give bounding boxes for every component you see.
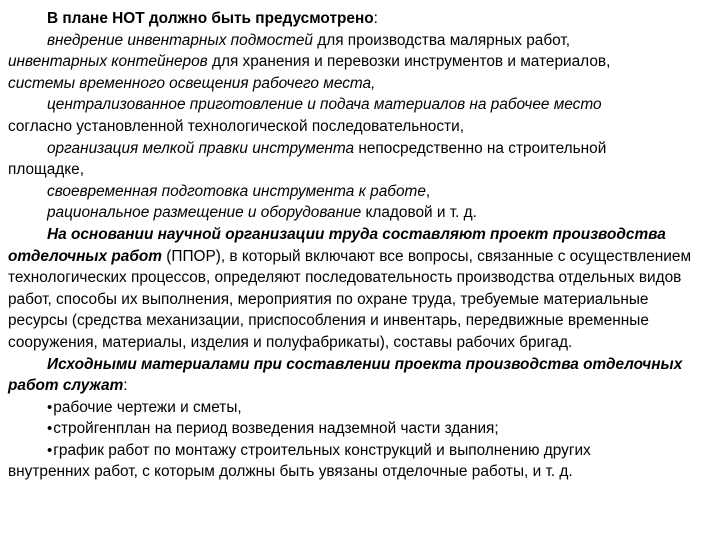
item-materials-rest: согласно установленной технологической последовательности,	[8, 117, 464, 135]
item-tools-line2: площадке,	[8, 161, 84, 179]
paragraph-source-colon: :	[123, 377, 128, 395]
item-preparation-italic: своевременная подготовка инструмента к работе	[47, 182, 426, 200]
bullet-icon: •	[47, 398, 53, 416]
list-item	[8, 440, 706, 462]
paragraph-ppor-bold2: производства отделочных работ	[8, 225, 666, 265]
item-scaffolds-italic: внедрение инвентарных подмостей	[47, 31, 313, 49]
paragraph-ppor-rest: (ППОР), в который включают все вопросы, связанные с осуществлением технологических процессов, определяют последовательность производства отдельных видов работ, способы их выполнения, мероприятия по охране труда, требуемые материальные ресурсы (средства механизации, приспособления и инвентарь, передвижные временные сооружения, материалы, изделия и полуфабрикаты), составы рабочих бригад.	[8, 247, 692, 351]
bullet-icon: •	[47, 441, 53, 459]
paragraph-source-bold: Исходными материалами при составлении проекта производства отделочных работ служат	[8, 355, 683, 395]
item-scaffolds	[8, 30, 706, 52]
item-materials	[8, 94, 706, 116]
list-item	[8, 397, 706, 419]
heading-colon: :	[373, 10, 378, 27]
item-lighting	[8, 73, 706, 95]
bullet-text: стройгенплан на период возведения надземной части здания;	[53, 420, 499, 438]
item-preparation-rest: ,	[425, 182, 431, 200]
paragraph-source-materials	[8, 354, 706, 397]
item-materials-italic: централизованное приготовление и подача материалов на рабочее место	[47, 96, 602, 114]
paragraph-ppor	[8, 224, 706, 354]
heading-line	[8, 8, 706, 30]
heading: В плане НОТ должно быть предусмотрено	[47, 10, 374, 27]
bullet-text-line2: внутренних работ, с которым должны быть увязаны отделочные работы, и т. д.	[8, 463, 573, 481]
item-storage-rest: кладовой и т. д.	[361, 204, 477, 222]
item-containers-italic: инвентарных контейнеров	[8, 53, 208, 71]
item-storage-italic: рациональное размещение и оборудование	[47, 204, 362, 222]
item-lighting-italic: системы временного освещения рабочего места,	[8, 74, 376, 92]
item-containers	[8, 51, 706, 73]
bullet-text: график работ по монтажу строительных конструкций и выполнению других	[53, 441, 591, 459]
list-item-cont	[8, 461, 706, 483]
item-tools-cont	[8, 159, 706, 181]
item-preparation	[8, 181, 706, 203]
item-tools-rest: непосредственно на строительной	[354, 139, 607, 157]
list-item	[8, 418, 706, 440]
item-scaffolds-rest: для производства малярных работ,	[312, 31, 571, 49]
bullet-text: рабочие чертежи и сметы,	[53, 398, 242, 416]
item-storage	[8, 202, 706, 224]
item-tools	[8, 138, 706, 160]
item-tools-italic: организация мелкой правки инструмента	[47, 139, 355, 157]
item-materials-cont	[8, 116, 706, 138]
item-containers-rest: для хранения и перевозки инструментов и материалов,	[207, 53, 611, 71]
paragraph-ppor-bold: На основании научной организации труда составляют проект	[47, 225, 549, 243]
bullet-icon: •	[47, 420, 53, 438]
